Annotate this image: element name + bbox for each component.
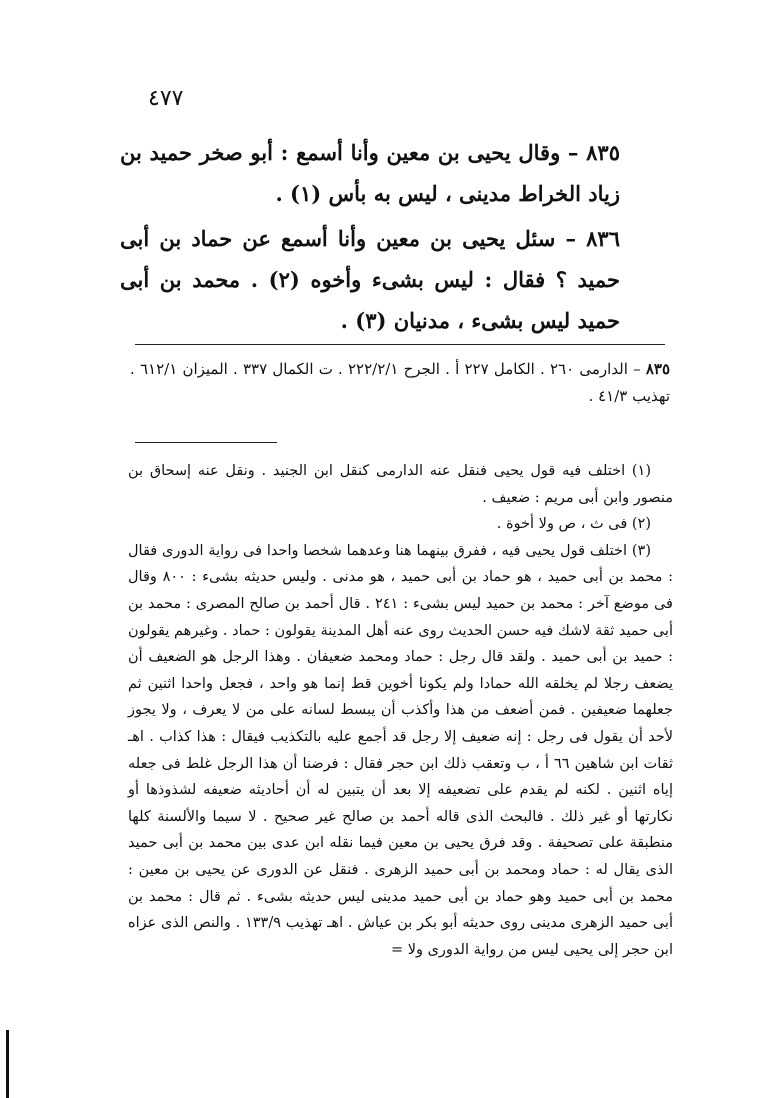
footnotes-section — [128, 458, 673, 963]
footnote-3: (٣) اختلف قول يحيى فيه ، ففرق بينهما هنا وعدهما شخصا واحدا فى رواية الدورى فقال : محمد بن أبى حميد ، هو حماد بن أبى حميد ، هو مدنى . وليس حديثه بشىء : ٨٠٠ وقال فى موضع آخر : محمد بن حميد ليس بشىء : ٢٤١ . قال أحمد بن صالح المصرى : محمد بن أبى حميد ثقة لاشك فيه حسن الحديث روى عنه أهل المدينة يقولون : حماد . وغيرهم يقولون : حميد بن أبى حميد . ولقد قال رجل : حماد ومحمد ضعيفان . وهذا الرجل هو الضعيف أن يضعف رجلا لم يخلقه الله حمادا ولم يكونا أخوين قط إنما هو واحد ، فجعل واحدا اثنين ثم جعلهما ضعيفين . فمن أضعف من هذا وأكذب أن يبسط لسانه على من لا يعرف ، ولا يجوز لأحد أن يقول فى رجل : إنه ضعيف إلا رجل قد أجمع عليه بالتكذيب فيقال : هذا كذاب . اهـ ثقات ابن شاهين ٦٦ أ ، ب وتعقب ذلك ابن حجر فقال : فرضنا أن هذا الرجل غلط فى جعله إياه اثنين . لكنه لم يقدم على تضعيفه إلا بعد أن يتبين له أن أحاديثه ضعيفه لشذوذها أو نكارتها أو غير ذلك . فالبحث الذى قاله أحمد بن صالح غير صحيح . لا سيما والألسنة كلها منطبقة على تصحيفة . وقد فرق يحيى بن معين فيما نقله ابن عدى بين محمد بن أبى حميد الذى يقال له : حماد ومحمد بن أبى حميد الزهرى . فنقل عن الدورى عن يحيى بن معين : محمد بن أبى حميد وهو حماد بن أبى حميد مدينى ليس حديثه بشىء . ثم قال : محمد بن أبى حميد الزهرى مدينى روى حديثه أبو بكر بن عياش . اهـ تهذيب ١٣٣/٩ . والنص الذى عزاه ابن حجر إلى يحيى ليس من رواية الدورى ولا = — [128, 542, 673, 958]
sources-section — [130, 356, 670, 410]
scan-edge-mark — [6, 1030, 9, 1098]
section-divider — [135, 344, 665, 345]
main-text — [120, 132, 620, 345]
footnote-divider — [135, 442, 277, 443]
entry-836 — [120, 218, 620, 341]
source-text: – الدارمى ٢٦٠ . الكامل ٢٢٧ أ . الجرح ٢٢٢/٢/١ . ت الكمال ٣٣٧ . الميزان ٦١٢/١ . تهذيب ٤١/٣ . — [130, 360, 670, 405]
source-entry — [130, 356, 670, 410]
entry-number: ٨٣٥ — [586, 140, 620, 165]
entry-text: – وقال يحيى بن معين وأنا أسمع : أبو صخر حميد بن زياد الخراط مدينى ، ليس به بأس (١) . — [120, 140, 620, 206]
source-number: ٨٣٥ — [645, 360, 670, 378]
page-number: ٤٧٧ — [148, 86, 184, 111]
footnote-1: (١) اختلف فيه قول يحيى فنقل عنه الدارمى كنقل ابن الجنيد . ونقل عنه إسحاق بن منصور وابن أبى مريم : ضعيف . — [128, 463, 673, 506]
entry-text: – سئل يحيى بن معين وأنا أسمع عن حماد بن أبى حميد ؟ فقال : ليس بشىء وأخوه (٢) . محمد بن أبى حميد ليس بشىء ، مدنيان (٣) . — [120, 226, 620, 333]
footnote-2: (٢) فى ث ، ص ولا أخوة . — [496, 516, 651, 533]
entry-number: ٨٣٦ — [586, 226, 620, 251]
entry-835 — [120, 132, 620, 214]
